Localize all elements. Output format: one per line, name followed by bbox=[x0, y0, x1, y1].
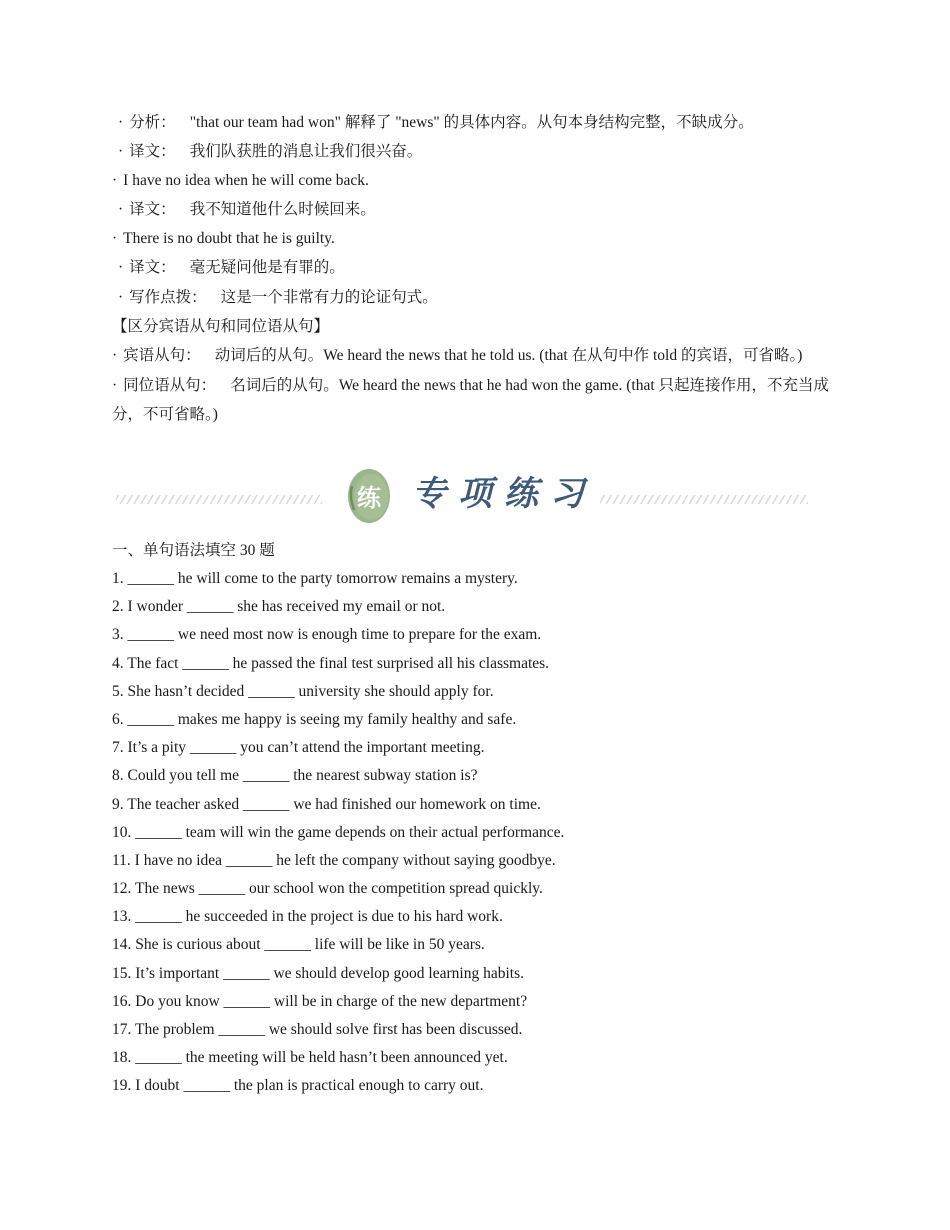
brush-seal-icon bbox=[346, 466, 392, 524]
analysis-label: 分析： bbox=[129, 114, 176, 131]
question-item: 9. The teacher asked ______ we had finished our homework on time. bbox=[112, 795, 541, 813]
section-heading: 【区分宾语从句和同位语从句】 bbox=[112, 318, 330, 335]
question-item: 13. ______ he succeeded in the project is due to his hard work. bbox=[112, 908, 503, 926]
question-item: 2. I wonder ______ she has received my email or not. bbox=[112, 598, 446, 616]
exercise-section-title: 一、单句语法填空 30 题 bbox=[112, 542, 275, 559]
translation-text: 我们队获胜的消息让我们很兴奋。 bbox=[189, 143, 423, 160]
translation-label: 译文： bbox=[129, 259, 176, 276]
object-clause-text: 动词后的从句。We heard the news that he told us. (that 在从句中作 told 的宾语，可省略。) bbox=[214, 347, 803, 364]
question-item: 7. It’s a pity ______ you can’t attend the important meeting. bbox=[112, 739, 485, 757]
translation-label: 译文： bbox=[129, 143, 176, 160]
appositive-clause-line: · 同位语从句： 名词后的从句。We heard the news that he had won the game. (that 只起连接作用，不充当成分，不可省略。) bbox=[112, 377, 830, 423]
translation-line: · 译文： 我不知道他什么时候回来。 bbox=[118, 201, 376, 218]
question-item: 14. She is curious about ______ life will be like in 50 years. bbox=[112, 936, 485, 954]
analysis-line: · 分析： "that our team had won" 解释了 "news" 的具体内容。从句本身结构完整，不缺成分。 bbox=[118, 114, 754, 131]
writing-tip-label: 写作点拨： bbox=[129, 289, 207, 306]
question-item: 11. I have no idea ______ he left the company without saying goodbye. bbox=[112, 851, 556, 869]
question-item: 4. The fact ______ he passed the final test surprised all his classmates. bbox=[112, 654, 550, 672]
object-clause-line: · 宾语从句： 动词后的从句。We heard the news that he told us. (that 在从句中作 told 的宾语，可省略。) bbox=[112, 347, 803, 364]
question-item: 3. ______ we need most now is enough time to prepare for the exam. bbox=[112, 626, 542, 644]
question-item: 19. I doubt ______ the plan is practical enough to carry out. bbox=[112, 1077, 484, 1095]
question-item: 10. ______ team will win the game depends on their actual performance. bbox=[112, 823, 565, 841]
appositive-clause-text: 名词后的从句。We heard the news that he had won the game. (that 只起连接作用，不充当成分，不可省略。) bbox=[112, 377, 830, 423]
badge-char: 练 bbox=[357, 484, 381, 512]
section-banner bbox=[112, 462, 808, 532]
question-item: 8. Could you tell me ______ the nearest subway station is? bbox=[112, 767, 478, 785]
writing-tip-text: 这是一个非常有力的论证句式。 bbox=[220, 289, 438, 306]
analysis-text: "that our team had won" 解释了 "news" 的具体内容。从句本身结构完整，不缺成分。 bbox=[189, 114, 754, 131]
question-item: 5. She hasn’t decided ______ university she should apply for. bbox=[112, 682, 494, 700]
question-item: 6. ______ makes me happy is seeing my family healthy and safe. bbox=[112, 710, 517, 728]
writing-tip-line: · 写作点拨： 这是一个非常有力的论证句式。 bbox=[118, 289, 438, 306]
banner-hatch-right bbox=[600, 495, 808, 504]
question-item: 18. ______ the meeting will be held hasn’t been announced yet. bbox=[112, 1049, 508, 1067]
example-sentence: · I have no idea when he will come back. bbox=[112, 172, 369, 189]
object-clause-label: 宾语从句： bbox=[123, 347, 201, 364]
example-sentence: · There is no doubt that he is guilty. bbox=[112, 230, 335, 247]
example-text: I have no idea when he will come back. bbox=[123, 172, 369, 189]
question-item: 12. The news ______ our school won the competition spread quickly. bbox=[112, 880, 543, 898]
example-text: There is no doubt that he is guilty. bbox=[123, 230, 335, 247]
question-list bbox=[112, 569, 564, 1105]
translation-label: 译文： bbox=[129, 201, 176, 218]
appositive-clause-label: 同位语从句： bbox=[123, 377, 217, 394]
question-item: 16. Do you know ______ will be in charge of the new department? bbox=[112, 992, 528, 1010]
question-item: 15. It’s important ______ we should develop good learning habits. bbox=[112, 964, 524, 982]
translation-line: · 译文： 毫无疑问他是有罪的。 bbox=[118, 259, 345, 276]
translation-text: 我不知道他什么时候回来。 bbox=[189, 201, 376, 218]
translation-text: 毫无疑问他是有罪的。 bbox=[189, 259, 345, 276]
translation-line: · 译文： 我们队获胜的消息让我们很兴奋。 bbox=[118, 143, 423, 160]
banner-title: 专项练习 bbox=[412, 474, 596, 514]
question-item: 17. The problem ______ we should solve first has been discussed. bbox=[112, 1021, 523, 1038]
banner-hatch-left bbox=[116, 495, 322, 504]
question-item: 1. ______ he will come to the party tomorrow remains a mystery. bbox=[112, 570, 518, 587]
